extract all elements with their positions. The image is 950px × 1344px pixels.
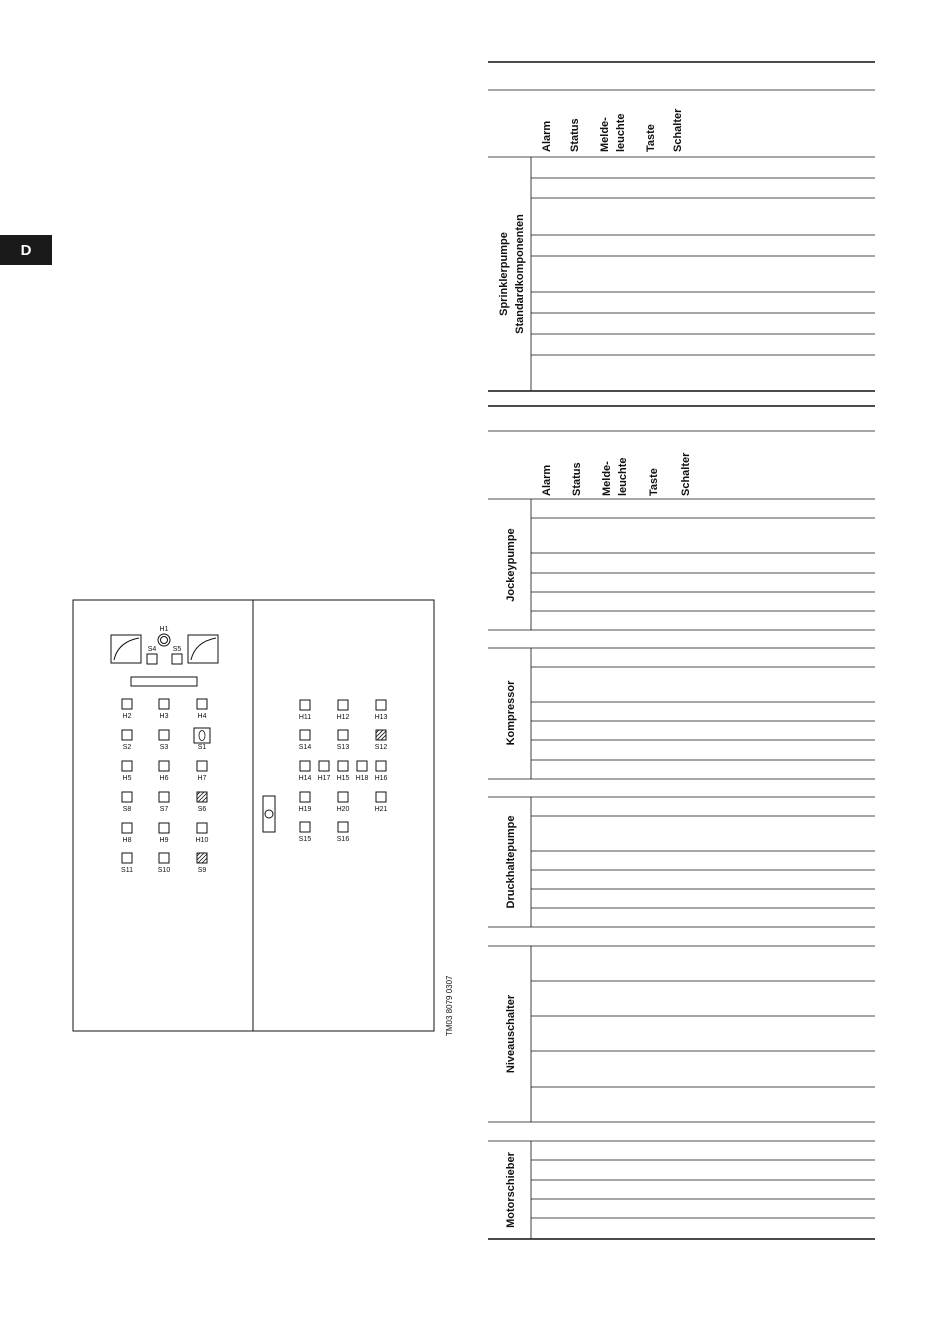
switch-s16-icon	[338, 822, 348, 832]
table1-headers	[498, 108, 684, 334]
switch-s15-icon	[300, 822, 310, 832]
lamp-h2-label: H2	[122, 713, 132, 720]
switch-s2-label: S2	[122, 744, 132, 751]
lamp-h1-icon	[158, 634, 170, 646]
door-lock-icon	[265, 810, 273, 818]
switch-s5-label: S5	[172, 646, 182, 653]
selector-switch-s1-icon	[199, 731, 205, 741]
header2-taste: Taste	[648, 468, 660, 496]
section-label-jockeypumpe: Jockeypumpe	[505, 528, 517, 602]
switch-s8-label: S8	[122, 806, 132, 813]
table2-headers	[505, 452, 692, 1228]
lamp-h18-label: H18	[355, 775, 369, 782]
panel-items	[121, 699, 387, 874]
section-label-motorschieber: Motorschieber	[505, 1152, 517, 1228]
lamp-h4-icon	[197, 699, 207, 709]
section-label-kompressor: Kompressor	[505, 680, 517, 746]
lamp-h7-label: H7	[197, 775, 207, 782]
figure-code: TM03 8079 0307	[445, 975, 454, 1036]
switch-s13-icon	[338, 730, 348, 740]
lamp-h20-icon	[338, 792, 348, 802]
lamp-h11-label: H11	[298, 714, 312, 721]
header-taste: Taste	[645, 124, 657, 152]
switch-s1-label: S1	[197, 744, 207, 751]
switch-s15-label: S15	[298, 836, 312, 843]
section-label-niveauschalter: Niveauschalter	[505, 994, 517, 1074]
switch-s11-icon	[122, 853, 132, 863]
lamp-h19-label: H19	[298, 806, 312, 813]
gauge-left-icon	[111, 635, 141, 663]
lamp-h6-icon	[159, 761, 169, 771]
section-label-sprinkler-1: Sprinklerpumpe	[498, 232, 510, 316]
switch-s4-label: S4	[147, 646, 157, 653]
lamp-h14-label: H14	[298, 775, 312, 782]
hatched-switch-s12-icon	[376, 730, 386, 740]
header-leuchte: leuchte	[615, 113, 627, 152]
switch-s13-label: S13	[336, 744, 350, 751]
lamp-h17-icon	[319, 761, 329, 771]
header2-alarm: Alarm	[541, 464, 553, 496]
switch-s9-label: S9	[197, 867, 207, 874]
switch-s16-label: S16	[336, 836, 350, 843]
lamp-h10-label: H10	[195, 837, 209, 844]
lamp-h12-icon	[338, 700, 348, 710]
switch-s14-label: S14	[298, 744, 312, 751]
lamp-h12-label: H12	[336, 714, 350, 721]
switch-s3-icon	[159, 730, 169, 740]
switch-s7-icon	[159, 792, 169, 802]
lamp-h15-icon	[338, 761, 348, 771]
table-components	[488, 406, 875, 1239]
header2-status: Status	[571, 462, 583, 496]
hatched-switch-s6-icon	[197, 792, 207, 802]
gauge-right-icon	[188, 635, 218, 663]
lamp-h20-label: H20	[336, 806, 350, 813]
switch-s12-label: S12	[374, 744, 388, 751]
lamp-h4-label: H4	[197, 713, 207, 720]
lamp-h13-icon	[376, 700, 386, 710]
display-bar	[131, 677, 197, 686]
lamp-h7-icon	[197, 761, 207, 771]
lamp-h8-label: H8	[122, 837, 132, 844]
lamp-h15-label: H15	[336, 775, 350, 782]
lamp-h11-icon	[300, 700, 310, 710]
gauge-left-needle-icon	[114, 638, 139, 660]
lamp-h21-label: H21	[374, 806, 388, 813]
lamp-h14-icon	[300, 761, 310, 771]
gauge-right-needle-icon	[191, 638, 216, 660]
switch-s5-icon	[172, 654, 182, 664]
lamp-h16-label: H16	[374, 775, 388, 782]
switch-s11-label: S11	[121, 867, 133, 874]
switch-s10-label: S10	[157, 867, 171, 874]
lamp-h3-icon	[159, 699, 169, 709]
header2-schalter: Schalter	[680, 452, 692, 496]
lamp-h10-icon	[197, 823, 207, 833]
lamp-h2-icon	[122, 699, 132, 709]
lamp-h1-label: H1	[159, 626, 169, 633]
section-label-druckhaltepumpe: Druckhaltepumpe	[505, 815, 517, 909]
lamp-h19-icon	[300, 792, 310, 802]
switch-s3-label: S3	[159, 744, 169, 751]
switch-s4-icon	[147, 654, 157, 664]
lamp-h1-inner-icon	[161, 637, 168, 644]
lamp-h18-icon	[357, 761, 367, 771]
lamp-h8-icon	[122, 823, 132, 833]
lamp-h21-icon	[376, 792, 386, 802]
header2-melde: Melde-	[601, 461, 613, 496]
lamp-h9-label: H9	[159, 837, 169, 844]
header-melde: Melde-	[599, 117, 611, 152]
section-label-sprinkler-2: Standardkomponenten	[514, 214, 526, 334]
lamp-h5-icon	[122, 761, 132, 771]
header-status: Status	[569, 118, 581, 152]
control-panel	[73, 600, 434, 1031]
hatched-switch-s9-icon	[197, 853, 207, 863]
switch-s10-icon	[159, 853, 169, 863]
lamp-h13-label: H13	[374, 714, 388, 721]
switch-s8-icon	[122, 792, 132, 802]
header-alarm: Alarm	[541, 120, 553, 152]
header2-leuchte: leuchte	[617, 457, 629, 496]
header-schalter: Schalter	[672, 108, 684, 152]
switch-s2-icon	[122, 730, 132, 740]
switch-s7-label: S7	[159, 806, 169, 813]
switch-s14-icon	[300, 730, 310, 740]
lamp-h5-label: H5	[122, 775, 132, 782]
language-tab-label: D	[20, 241, 32, 259]
lamp-h16-icon	[376, 761, 386, 771]
lamp-h6-label: H6	[159, 775, 169, 782]
switch-s6-label: S6	[197, 806, 207, 813]
lamp-h17-label: H17	[317, 775, 331, 782]
lamp-h9-icon	[159, 823, 169, 833]
lamp-h3-label: H3	[159, 713, 169, 720]
